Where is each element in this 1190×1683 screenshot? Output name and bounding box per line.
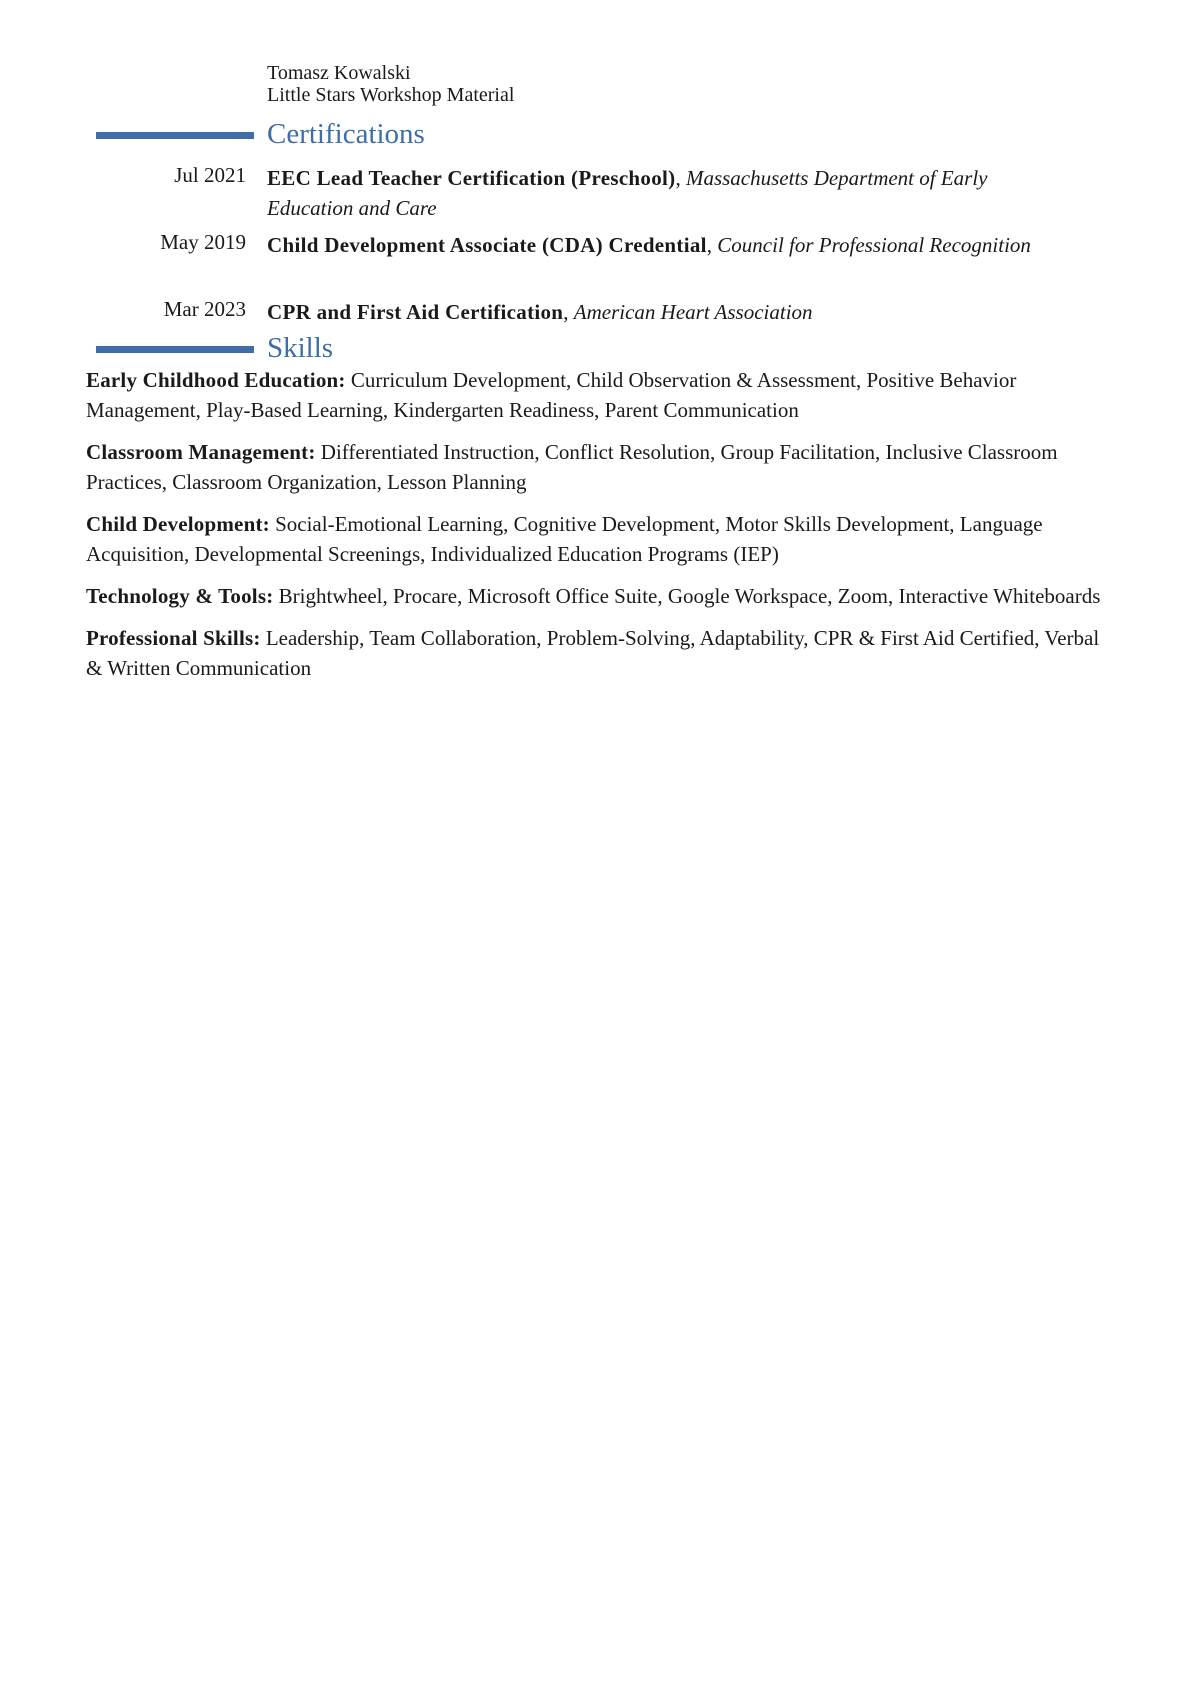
cert-date: May 2019 (160, 230, 246, 254)
skill-category: Child Development: (86, 512, 270, 536)
cert-title: EEC Lead Teacher Certification (Preschool) (267, 166, 676, 190)
cert-date: Mar 2023 (163, 297, 246, 321)
cert-body: Child Development Associate (CDA) Credential, Council for Professional Recognition (267, 233, 1031, 257)
skill-values: Social-Emotional Learning, Cognitive Development, Motor Skills Development, Language Acquisition, Developmental Screenings, Individualized Education Programs (IEP) (86, 512, 1043, 566)
cert-body: CPR and First Aid Certification, American Heart Association (267, 300, 813, 324)
certifications-heading (0, 118, 1190, 154)
skill-row (86, 581, 1108, 611)
skill-category: Early Childhood Education: (86, 368, 346, 392)
skills-list (86, 365, 1108, 695)
cert-issuer: Council for Professional Recognition (717, 233, 1031, 257)
skill-values: Brightwheel, Procare, Microsoft Office Suite, Google Workspace, Zoom, Interactive Whiteboards (278, 584, 1101, 608)
skills-title: Skills (267, 332, 334, 364)
skill-category: Classroom Management: (86, 440, 316, 464)
cert-issuer: American Heart Association (573, 300, 813, 324)
skill-values: Leadership, Team Collaboration, Problem-Solving, Adaptability, CPR & First Aid Certified, Verbal & Written Communication (86, 626, 1100, 680)
cert-body: EEC Lead Teacher Certification (Preschool), Massachusetts Department of Early Education and Care (267, 166, 988, 220)
cert-issuer: Massachusetts Department of Early Education and Care (267, 166, 988, 220)
skill-values: Differentiated Instruction, Conflict Resolution, Group Facilitation, Inclusive Classroom Practices, Classroom Organization, Lesson Planning (86, 440, 1058, 494)
skill-row (86, 365, 1108, 425)
certifications-rule (96, 132, 254, 139)
skills-heading (0, 332, 1190, 368)
document-subtitle: Little Stars Workshop Material (267, 84, 515, 106)
skill-category: Professional Skills: (86, 626, 261, 650)
cert-title: Child Development Associate (CDA) Credential (267, 233, 707, 257)
cert-date: Jul 2021 (174, 163, 246, 187)
cert-title: CPR and First Aid Certification (267, 300, 564, 324)
skill-row (86, 623, 1108, 683)
skill-row (86, 509, 1108, 569)
skill-category: Technology & Tools: (86, 584, 274, 608)
author-name: Tomasz Kowalski (267, 62, 411, 84)
skill-values: Curriculum Development, Child Observation & Assessment, Positive Behavior Management, Play-Based Learning, Kindergarten Readiness, Parent Communication (86, 368, 1017, 422)
skill-row (86, 437, 1108, 497)
skills-rule (96, 346, 254, 353)
header-block (267, 62, 514, 106)
certifications-title: Certifications (267, 118, 425, 150)
